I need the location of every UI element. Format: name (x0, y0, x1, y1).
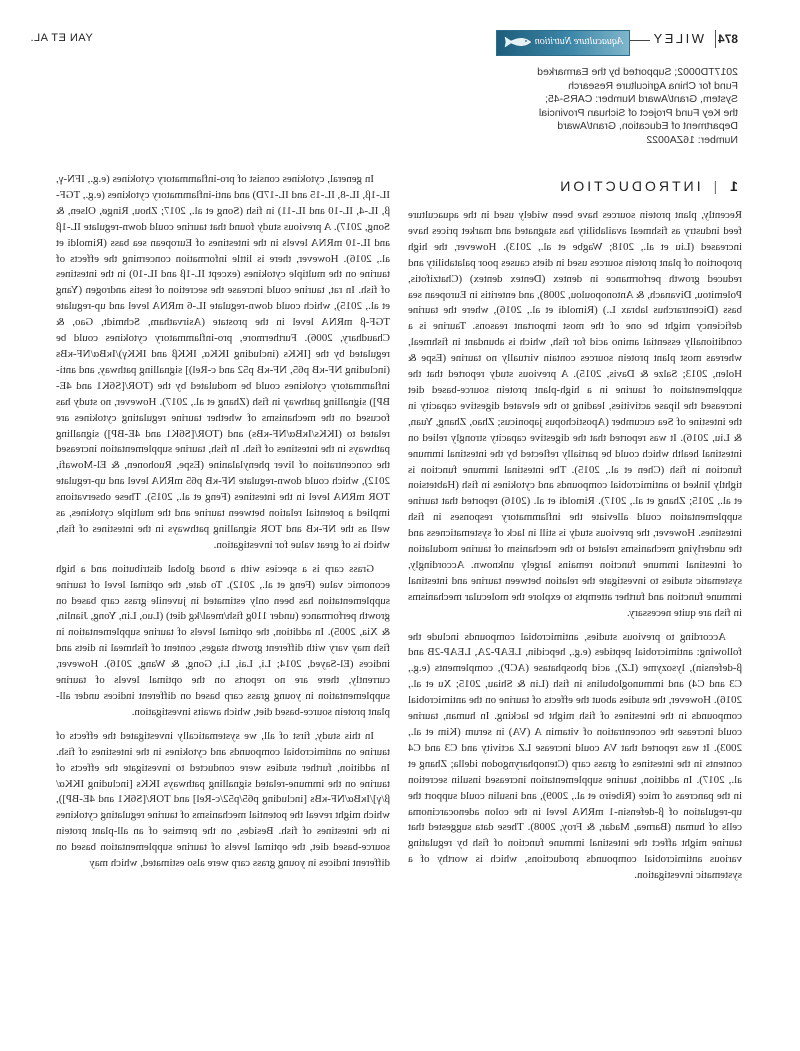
page-header (0, 28, 800, 58)
fish-icon (503, 35, 533, 49)
funding-line: Number: 16ZA0022 (646, 133, 738, 146)
header-separator (715, 30, 716, 48)
journal-banner (496, 30, 630, 56)
page-number: 874 (717, 32, 738, 46)
section-number: 1 (727, 178, 738, 194)
paragraph: In this study, first of all, we systematically investigated the effects of taurine on antimicrobial compounds and cytokines in the intestines of fish. In addition, further studies were conducted to investigate the effects of taurine on the immune-related signalling pathways IKKs [including IKKα/β/γ]/IκBα/NF-κBs [including p65/p52/c-Rel] and TOR/[S6K1 and 4E-BP]), which might reveal the potential mechanisms of taurine regulating cytokines in the intestines of fish. Besides, on the premise of an all-plant protein source-based diet, the optimal levels of taurine supplementation based on different indices in young grass carp were also estimated, which may (56, 729, 390, 870)
funding-info (518, 66, 738, 147)
left-column (408, 208, 742, 892)
funding-line: Department of Education, Grant/Award (557, 120, 738, 132)
running-head: YAN ET AL. (30, 32, 93, 44)
section-heading (557, 178, 738, 194)
publisher-logo: WILEY (651, 31, 704, 46)
paragraph: In general, cytokines consist of pro-inflammatory cytokines (e.g., IFN-γ, IL-1β, IL-8, IL-15 and IL-17D) and anti-inflammatory cytokines (e.g., TGF-β, IL-4, IL-10 and IL-11) in fish (Song et al., 2017; Zhou, Ringø, Olsen, & Song, 2017). A previous study found that taurine could down-regulate IL-1β and IL-10 mRNA levels in the intestines of European sea bass (Rimoldi et al., 2016). However, there is little information concerning the effects of taurine on the multiple cytokines (except IL-1β and IL-10) in the intestines of fish. In rat, taurine could increase the secretion of testis androgen (Yang et al., 2015), which could down-regulate IL-6 mRNA level and up-regulate TGF-β mRNA level in the prostate (Asirvatham, Schmidt, Gao, & Chaudhary, 2006). Furthermore, pro-inflammatory cytokines could be regulated by the [IKKs (including IKKα, IKKβ and IKKγ)/IκBα/NF-κBs (including NF-κB p65, NF-κB p52 and c-Rel)] signalling pathway, and anti-inflammatory cytokines could be modulated by the (TOR/[S6K1 and 4E-BP]) signalling pathway in fish (Zhang et al., 2017). However, no study has focused on the mechanisms of whether taurine regulating cytokines are related to (IKKs/IκBα/NF-κBs) and (TOR/[S6K1 and 4E-BP]) signalling pathways in the intestines of fish. In fish, taurine supplementation increased the concentration of liver phenylalanine (Espe, Ruohonen, & El-Mowafi, 2012), which could down-regulate NF-κB p65 mRNA level and up-regulate TOR mRNA level in the intestines (Feng et al., 2015). These observations implied a potential relation between taurine and the multiple cytokines, as well as the NF-κB and TOR signalling pathways in the intestines of fish, which is of great value for investigation. (56, 173, 390, 551)
header-rule (630, 40, 650, 41)
funding-line: Fund for China Agriculture Research (568, 79, 738, 92)
right-column (56, 172, 390, 880)
journal-title: Aquaculture Nutrition (534, 36, 623, 47)
paragraph: Recently, plant protein sources have been widely used in the aquaculture feed industry as fishmeal availability has stagnated and market prices have increased (Liu et al., 2018; Wagbe et al., 2013). However, the high proportion of plant protein sources used in diets causes poor palatability and reduced growth performance in dentex (Dentex dentex) (Chatzifotis, Polemitou, Divanach, & Antonopoulou, 2008), and enteritis in European sea bass (Dicentrarchus labrax L.) (Rimoldi et al., 2016), where the taurine deficiency might be one of the most important reasons. Taurine is a conditionally essential amino acid for fish, which is abundant in fishmeal, whereas most plant protein sources contain virtually no taurine (Espe & Holen, 2013; Salze & Davis, 2015). A previous study reported that the supplementation of taurine in a high-plant protein source-based diet increased the lipase activities, leading to the elevated digestive capacity in the intestine of Sea cucumber (Apostichopus japonicus; Zhao, Zhang, Yuan, & Liu, 2016). It was reported that the digestive capacity strongly relied on intestinal health which could be partially reflected by the intestinal immune function in fish (Chen et al., 2015). The intestinal immune function is tightly linked to antimicrobial compounds and cytokines in fish (Habtetsion et al., 2015; Zhang et al., 2017). Rimoldi et al. (2016) reported that taurine supplementation could alleviate the inflammatory responses in fish intestines. However, the previous study is still in lack of systematicness and the underlying mechanisms related to the mechanism of taurine modulation of intestinal immune function remains largely unknown. Accordingly, systematic studies to investigate the relation between taurine and intestinal immune function and further attempts to explore the molecular mechanisms in fish are quite necessary. (408, 209, 742, 619)
section-title: INTRODUCTION (557, 178, 701, 194)
funding-line: 2017TD0002; Supported by the Earmarked (537, 66, 738, 78)
paragraph: Grass carp is a species with a broad global distribution and a high economic value (Feng et al., 2012). To date, the optimal level of taurine supplementation has been only estimated in juvenile grass carp based on growth performance (under 110g fish/meal/kg diet) (Luo, Lin, Yong, Jianlin, & Xia, 2005). In addition, the optimal levels of taurine supplementation in fish may vary with different growth stages, content of fishmeal in diets and indices (El-Sayed, 2014; Li, Lai, Li, Gong, & Wang, 2016). However, currently, there are no reports on the optimal levels of taurine supplementation in young grass carp based on different indices under all-plant protein source-based diet, which awaits investigation. (56, 562, 390, 718)
funding-line: System, Grant/Award Number: CARS-45; (545, 93, 738, 105)
funding-line: the Key Fund Project of Sichuan Provincial (538, 106, 738, 119)
heading-divider: | (710, 178, 718, 194)
paragraph: According to previous studies, antimicrobial compounds include the following: antimicrobial peptides (e.g., hepcidin, LEAP-2A, LEAP-2B and β-defensin), lysozyme (LZ), acid phosphatase (ACP), complements (e.g., C3 and C4) and immunoglobulins in fish (Lin & Shiau, 2015; Xu et al., 2016). However, the studies about the effects of taurine on the antimicrobial compounds in the intestines of fish might be lacking. In human, taurine could increase the concentration of vitamin A (VA) in serum (Kim et al., 2003). It was reported that VA could increase LZ activity and C3 and C4 contents in the intestines of grass carp (Ctenopharyngodon idella; Zhang et al., 2017). In addition, taurine supplementation increased insulin secretion in the pancreas of mice (Ribeiro et al., 2009), and insulin could support the up-regulation of β-defensin-1 mRNA level in the colon adenocarcinoma cells of human (Barnea, Madar, & Froy, 2008). These data suggested that taurine might affect the intestinal immune function of fish by regulating various antimicrobial compounds productions, which is worthy of a systematic investigation. (408, 630, 742, 882)
